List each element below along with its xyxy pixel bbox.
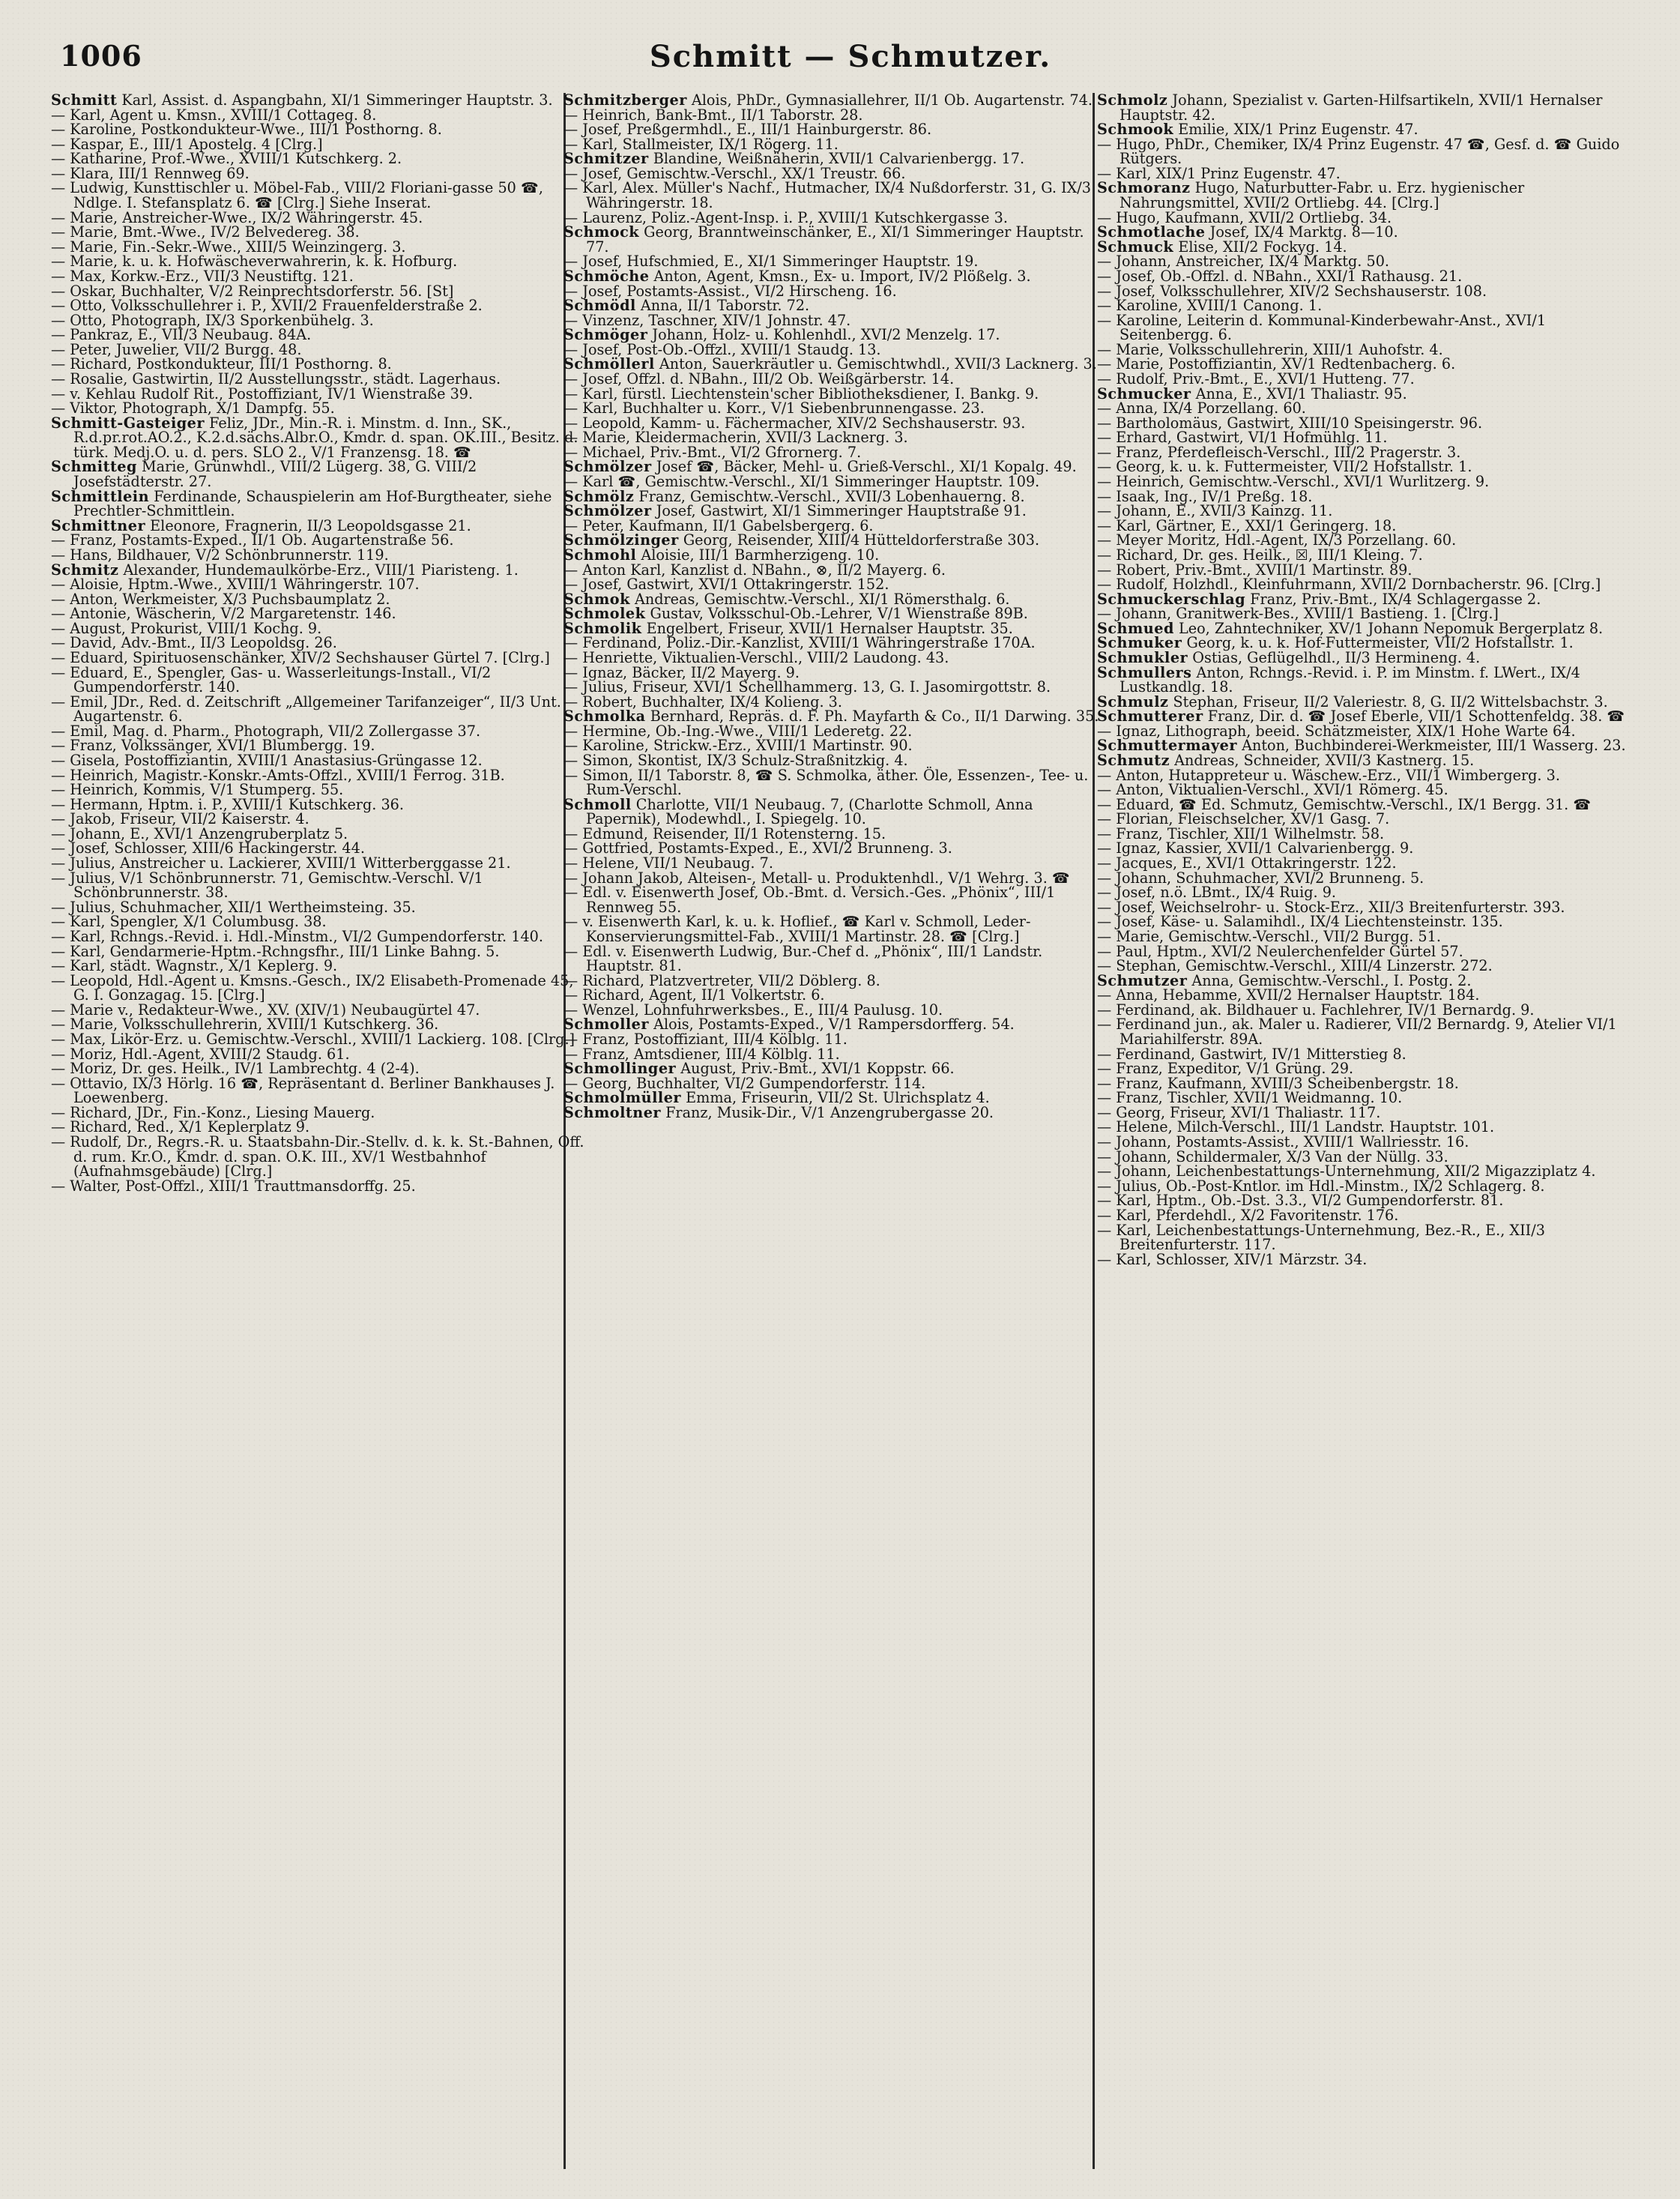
- entry-text: — Jakob, Friseur, VII/2 Kaiserstr. 4.: [51, 810, 309, 828]
- entry-text: — Karoline, Strickw.-Erz., XVIII/1 Martinstr. 90.: [563, 737, 913, 755]
- entry-text: Bernhard, Repräs. d. F. Ph. Mayfarth & Co., II/1 Darwing. 35.: [645, 708, 1099, 726]
- entry-text: — Ferdinand, Poliz.-Dir.-Kanzlist, XVIII/1 Währingerstraße 170A.: [563, 634, 1036, 652]
- entry-text: — Emil, Mag. d. Pharm., Photograph, VII/2 Zollergasse 37.: [51, 722, 481, 740]
- directory-entry: [51, 871, 587, 900]
- entry-text: — Karl, XIX/1 Prinz Eugenstr. 47.: [1097, 164, 1341, 182]
- entry-text: — Johann, Anstreicher, IX/4 Marktg. 50.: [1097, 253, 1389, 271]
- entry-text: — Robert, Priv.-Bmt., XVIII/1 Martinstr. 89.: [1097, 561, 1412, 579]
- entry-text: Georg, Reisender, XIII/4 Hütteldorferstraße 303.: [678, 531, 1040, 549]
- entry-surname: Schmuckerschlag: [1097, 590, 1246, 608]
- entry-text: — Karl, Hptm., Ob.-Dst. 3.3., VI/2 Gumpendorferstr. 81.: [1097, 1192, 1504, 1210]
- entry-text: — Rosalie, Gastwirtin, II/2 Ausstellungsstr., städt. Lagerhaus.: [51, 369, 501, 387]
- entry-text: — Anton, Viktualien-Verschl., XVI/1 Römerg. 45.: [1097, 781, 1448, 799]
- entry-text: Blandine, Weißnäherin, XVII/1 Calvarienbergg. 17.: [648, 150, 1025, 168]
- entry-text: — Peter, Kaufmann, II/1 Gabelsbergerg. 6.: [563, 516, 874, 534]
- entry-text: Josef, IX/4 Marktg. 8—10.: [1205, 223, 1398, 241]
- entry-text: — Max, Likör-Erz. u. Gemischtw.-Verschl., XVIII/1 Lackierg. 108. [Clrg.]: [51, 1031, 575, 1048]
- entry-text: — Edmund, Reisender, II/1 Rotensterng. 15.: [563, 824, 886, 842]
- entry-text: — Karl, Buchhalter u. Korr., V/1 Siebenbrunnengasse. 23.: [563, 399, 985, 417]
- entry-text: — Franz, Volkssänger, XVI/1 Blumbergg. 19.: [51, 737, 375, 755]
- entry-text: Franz, Gemischtw.-Verschl., XVII/3 Lobenhauerng. 8.: [634, 487, 1025, 505]
- entry-text: — Marie, Anstreicher-Wwe., IX/2 Währingerstr. 45.: [51, 208, 423, 226]
- entry-text: — Heinrich, Kommis, V/1 Stumperg. 55.: [51, 781, 344, 799]
- entry-surname: Schmölzer: [563, 458, 652, 476]
- running-title: Schmitt — Schmutzer.: [649, 39, 1052, 74]
- entry-text: — Hermann, Hptm. i. P., XVIII/1 Kutschkerg. 36.: [51, 795, 404, 813]
- entry-text: — Karl, Pferdehdl., X/2 Favoritenstr. 176.: [1097, 1206, 1399, 1224]
- entry-surname: Schmitteg: [51, 458, 137, 476]
- entry-text: Ostias, Geflügelhdl., II/3 Hermineng. 4.: [1188, 648, 1481, 666]
- entry-text: — Karl, Schlosser, XIV/1 Märzstr. 34.: [1097, 1250, 1368, 1268]
- entry-surname: Schmöger: [563, 326, 648, 344]
- entry-text: — Karoline, XVIII/1 Canong. 1.: [1097, 297, 1323, 315]
- entry-surname: Schmödl: [563, 297, 636, 315]
- page-header: [45, 39, 1656, 91]
- directory-entry: [563, 768, 1099, 797]
- entry-text: — Katharine, Prof.-Wwe., XVIII/1 Kutschkerg. 2.: [51, 150, 402, 168]
- entry-text: — v. Kehlau Rudolf Rit., Postoffiziant, IV/1 Wienstraße 39.: [51, 384, 474, 402]
- directory-column-3: [1097, 93, 1633, 2177]
- entry-text: Gustav, Volksschul-Ob.-Lehrer, V/1 Wienstraße 89B.: [645, 605, 1028, 623]
- directory-entry: [1097, 93, 1633, 122]
- entry-text: — Georg, Friseur, XVI/1 Thaliastr. 117.: [1097, 1103, 1381, 1121]
- entry-text: — Karl ☎, Gemischtw.-Verschl., XI/1 Simmeringer Hauptstr. 109.: [563, 473, 1040, 491]
- entry-text: — Otto, Volksschullehrer i. P., XVII/2 Frauenfelderstraße 2.: [51, 297, 483, 315]
- entry-text: — Richard, Postkondukteur, III/1 Posthorng. 8.: [51, 355, 392, 373]
- entry-text: — Kaspar, E., III/1 Apostelg. 4 [Clrg.]: [51, 135, 323, 153]
- entry-text: Anton, Rchngs.-Revid. i. P. im Minstm. f. LWert., IX/4 Lustkandlg. 18.: [1120, 663, 1580, 696]
- entry-text: — Peter, Juwelier, VII/2 Burgg. 48.: [51, 340, 302, 358]
- entry-surname: Schmitzer: [563, 150, 649, 168]
- entry-text: — Jacques, E., XVI/1 Ottakringerstr. 122.: [1097, 854, 1397, 872]
- entry-text: — Richard, Agent, II/1 Volkertstr. 6.: [563, 986, 825, 1004]
- entry-text: — Pankraz, E., VII/3 Neubaug. 84A.: [51, 326, 312, 344]
- entry-surname: Schmolik: [563, 619, 642, 637]
- entry-surname: Schmued: [1097, 619, 1174, 637]
- entry-surname: Schmollinger: [563, 1060, 677, 1078]
- entry-text: — Anna, Hebamme, XVII/2 Hernalser Hauptstr. 184.: [1097, 986, 1480, 1004]
- entry-text: — Marie, Kleidermacherin, XVII/3 Lacknerg. 3.: [563, 429, 908, 447]
- directory-entry: [1097, 1223, 1633, 1252]
- entry-text: — Marie v., Redakteur-Wwe., XV. (XIV/1) Neubaugürtel 47.: [51, 1001, 480, 1019]
- entry-text: Engelbert, Friseur, XVII/1 Hernalser Hauptstr. 35.: [641, 619, 1013, 637]
- directory-entry: [563, 944, 1099, 974]
- entry-text: — Johann, Granitwerk-Bes., XVIII/1 Bastieng. 1. [Clrg.]: [1097, 605, 1499, 623]
- entry-text: — Franz, Postoffiziant, III/4 Kölblg. 11.: [563, 1031, 847, 1048]
- entry-text: — Franz, Expeditor, V/1 Grüng. 29.: [1097, 1060, 1354, 1078]
- entry-text: — Julius, Ob.-Post-Kntlor. im Hdl.-Minstm., IX/2 Schlagerg. 8.: [1097, 1177, 1545, 1195]
- entry-text: — Meyer Moritz, Hdl.-Agent, IX/3 Porzellang. 60.: [1097, 531, 1457, 549]
- entry-text: — Emil, JDr., Red. d. Zeitschrift „Allgemeiner Tarifanzeiger“, II/3 Unt. Augartenstr. 6.: [51, 693, 561, 726]
- entry-text: — Franz, Pferdefleisch-Verschl., III/2 Pragerstr. 3.: [1097, 443, 1461, 461]
- entry-surname: Schmoller: [563, 1016, 649, 1034]
- entry-text: — Josef, Post-Ob.-Offzl., XVIII/1 Staudg. 13.: [563, 340, 881, 358]
- entry-surname: Schmoranz: [1097, 179, 1191, 197]
- entry-text: — Viktor, Photograph, X/1 Dampfg. 55.: [51, 399, 335, 417]
- entry-text: — Ignaz, Kassier, XVII/1 Calvarienbergg. 9.: [1097, 839, 1414, 857]
- entry-text: — Anton Karl, Kanzlist d. NBahn., ⊗, II/2 Mayerg. 6.: [563, 561, 946, 579]
- entry-text: — Wenzel, Lohnfuhrwerksbes., E., III/4 Paulusg. 10.: [563, 1001, 943, 1019]
- entry-text: — Marie, k. u. k. Hofwäscheverwahrerin, k. k. Hofburg.: [51, 253, 458, 271]
- entry-text: Alexander, Hundemaulkörbe-Erz., VIII/1 Piaristeng. 1.: [118, 561, 519, 579]
- directory-entry: [51, 695, 587, 724]
- entry-surname: Schmutz: [1097, 752, 1170, 770]
- entry-text: Andreas, Gemischtw.-Verschl., XI/1 Römersthalg. 6.: [629, 590, 1010, 608]
- entry-text: — Josef, Käse- u. Salamihdl., IX/4 Liechtensteinstr. 135.: [1097, 913, 1503, 931]
- directory-entry: [51, 489, 587, 519]
- entry-text: Karl, Assist. d. Aspangbahn, XI/1 Simmeringer Hauptstr. 3.: [117, 93, 553, 109]
- entry-surname: Schmölz: [563, 487, 635, 505]
- entry-text: — Heinrich, Magistr.-Konskr.-Amts-Offzl., XVIII/1 Ferrog. 31B.: [51, 766, 505, 784]
- entry-text: Charlotte, VII/1 Neubaug. 7, (Charlotte Schmoll, Anna Papernik), Modewhdl., I. Spiegelg. 10.: [586, 795, 1033, 828]
- entry-text: — Ottavio, IX/3 Hörlg. 16 ☎, Repräsentant d. Berliner Bankhauses J. Loewenberg.: [51, 1074, 555, 1107]
- entry-text: Aloisie, III/1 Barmherzigeng. 10.: [636, 546, 880, 564]
- entry-text: — Julius, V/1 Schönbrunnerstr. 71, Gemischtw.-Verschl. V/1 Schönbrunnerstr. 38.: [51, 869, 483, 902]
- entry-text: — Franz, Postamts-Exped., II/1 Ob. Augartenstraße 56.: [51, 531, 454, 549]
- entry-text: — Ferdinand jun., ak. Maler u. Radierer, VII/2 Bernardg. 9, Atelier VI/1 Mariahilferstr. 89A.: [1097, 1016, 1617, 1048]
- entry-text: — Josef, n.ö. LBmt., IX/4 Ruig. 9.: [1097, 884, 1337, 902]
- entry-text: — Florian, Fleischselcher, XV/1 Gasg. 7.: [1097, 810, 1390, 828]
- entry-text: Anna, Gemischtw.-Verschl., I. Postg. 2.: [1187, 971, 1472, 989]
- entry-text: — Franz, Kaufmann, XVIII/3 Scheibenbergstr. 18.: [1097, 1074, 1459, 1092]
- entry-text: — Julius, Anstreicher u. Lackierer, XVIII/1 Witterberggasse 21.: [51, 854, 511, 872]
- entry-text: — Ferdinand, Gastwirt, IV/1 Mitterstieg 8.: [1097, 1045, 1406, 1063]
- entry-text: Anna, E., XVI/1 Thaliastr. 95.: [1191, 384, 1407, 402]
- entry-text: — Simon, II/1 Taborstr. 8, ☎ S. Schmolka, äther. Öle, Essenzen-, Tee- u. Rum-Verschl.: [563, 766, 1089, 799]
- entry-text: — Hugo, Kaufmann, XVII/2 Ortliebg. 34.: [1097, 208, 1392, 226]
- entry-text: — Ignaz, Bäcker, II/2 Mayerg. 9.: [563, 663, 800, 681]
- entry-surname: Schmuttermayer: [1097, 737, 1237, 755]
- entry-surname: Schmitz: [51, 561, 119, 579]
- entry-text: — Moriz, Hdl.-Agent, XVIII/2 Staudg. 61.: [51, 1045, 350, 1063]
- entry-text: — Karl, Spengler, X/1 Columbusg. 38.: [51, 913, 327, 931]
- entry-text: — Leopold, Kamm- u. Fächermacher, XIV/2 Sechshauserstr. 93.: [563, 414, 1026, 432]
- entry-text: — Rudolf, Dr., Regrs.-R. u. Staatsbahn-Dir.-Stellv. d. k. k. St.-Bahnen, Off. d. rum. Kr.O., Kmdr. d. span. O.K. III., XV/1 Westbahnhof (Aufnahmsgebäude) [Clrg.]: [51, 1133, 584, 1180]
- entry-text: — Karl, fürstl. Liechtenstein'scher Bibliotheksdiener, I. Bankg. 9.: [563, 384, 1039, 402]
- directory-entry: [563, 914, 1099, 944]
- directory-entry: [563, 885, 1099, 914]
- entry-text: Anton, Agent, Kmsn., Ex- u. Import, IV/2 Plößelg. 3.: [649, 267, 1031, 285]
- entry-surname: Schmittner: [51, 516, 146, 534]
- entry-text: Georg, Branntweinschänker, E., XI/1 Simmeringer Hauptstr. 77.: [586, 223, 1084, 256]
- entry-text: — Bartholomäus, Gastwirt, XIII/10 Speisingerstr. 96.: [1097, 414, 1483, 432]
- entry-surname: Schmukler: [1097, 648, 1188, 666]
- directory-entry: [1097, 1252, 1633, 1267]
- directory-column-1: [51, 93, 587, 2177]
- directory-column-2: [563, 93, 1099, 2177]
- entry-surname: Schmöllerl: [563, 355, 655, 373]
- entry-text: — Heinrich, Bank-Bmt., II/1 Taborstr. 28.: [563, 106, 863, 124]
- entry-text: — Josef, Weichselrohr- u. Stock-Erz., XII/3 Breitenfurterstr. 393.: [1097, 898, 1565, 916]
- entry-text: — Rudolf, Holzhdl., Kleinfuhrmann, XVII/2 Dornbacherstr. 96. [Clrg.]: [1097, 576, 1601, 594]
- entry-text: — Richard, Platzvertreter, VII/2 Döblerg. 8.: [563, 971, 880, 989]
- entry-text: Anton, Buchbinderei-Werkmeister, III/1 Wasserg. 23.: [1237, 737, 1626, 755]
- entry-surname: Schmock: [563, 223, 640, 241]
- directory-entry: [51, 1179, 587, 1194]
- entry-text: Johann, Holz- u. Kohlenhdl., XVI/2 Menzelg. 17.: [647, 326, 1000, 344]
- entry-text: Emma, Friseurin, VII/2 St. Ulrichsplatz 4.: [681, 1089, 990, 1107]
- directory-entry: [1097, 137, 1633, 166]
- page-number: 1006: [60, 39, 142, 73]
- entry-text: — Johann, Leichenbestattungs-Unternehmung, XII/2 Migazziplatz 4.: [1097, 1162, 1596, 1180]
- entry-text: — v. Eisenwerth Karl, k. u. k. Hoflief., ☎ Karl v. Schmoll, Leder-Konservierungsmittel-Fab., XVIII/1 Martinstr. 28. ☎ [Clrg.]: [563, 913, 1031, 945]
- entry-text: — Edl. v. Eisenwerth Josef, Ob.-Bmt. d. Versich.-Ges. „Phönix“, III/1 Rennweg 55.: [563, 884, 1056, 916]
- entry-text: — Aloisie, Hptm.-Wwe., XVIII/1 Währingerstr. 107.: [51, 576, 420, 594]
- entry-text: — Karoline, Leiterin d. Kommunal-Kinderbewahr-Anst., XVI/1 Seitenbergg. 6.: [1097, 311, 1547, 344]
- entry-surname: Schmotlache: [1097, 223, 1206, 241]
- entry-text: — Julius, Friseur, XVI/1 Schellhammerg. 13, G. I. Jasomirgottstr. 8.: [563, 678, 1051, 696]
- entry-text: Hugo, Naturbutter-Fabr. u. Erz. hygienischer Nahrungsmittel, XVII/2 Ortliebg. 44. [Clrg.]: [1120, 179, 1525, 212]
- entry-surname: Schmölzinger: [563, 531, 679, 549]
- entry-text: — Karl, Stallmeister, IX/1 Rögerg. 11.: [563, 135, 839, 153]
- entry-text: — Rudolf, Priv.-Bmt., E., XVI/1 Hutteng. 77.: [1097, 369, 1415, 387]
- entry-text: — Karoline, Postkondukteur-Wwe., III/1 Posthorng. 8.: [51, 121, 442, 139]
- directory-entry: [51, 459, 587, 489]
- entry-surname: Schmolz: [1097, 93, 1168, 109]
- entry-text: — Isaak, Ing., IV/1 Preßg. 18.: [1097, 487, 1313, 505]
- entry-text: — Erhard, Gastwirt, VI/1 Hofmühlg. 11.: [1097, 429, 1388, 447]
- entry-text: — Johann, E., XVII/3 Kainzg. 11.: [1097, 502, 1333, 520]
- entry-text: Leo, Zahntechniker, XV/1 Johann Nepomuk Bergerplatz 8.: [1173, 619, 1604, 637]
- directory-entry: [1097, 1017, 1633, 1046]
- entry-text: — Hans, Bildhauer, V/2 Schönbrunnerstr. 119.: [51, 546, 389, 564]
- entry-text: — Johann, Schildermaler, X/3 Van der Nüllg. 33.: [1097, 1147, 1448, 1165]
- directory-entry: [51, 971, 587, 1004]
- entry-text: — Johann, Postamts-Assist., XVIII/1 Wallriesstr. 16.: [1097, 1133, 1469, 1151]
- entry-text: Johann, Spezialist v. Garten-Hilfsartikeln, XVII/1 Hernalser Hauptstr. 42.: [1120, 93, 1603, 124]
- entry-text: — Hugo, PhDr., Chemiker, IX/4 Prinz Eugenstr. 47 ☎, Gesf. d. ☎ Guido Rütgers.: [1097, 135, 1620, 168]
- entry-text: — Josef, Schlosser, XIII/6 Hackingerstr. 44.: [51, 839, 365, 857]
- entry-text: — Marie, Fin.-Sekr.-Wwe., XIII/5 Weinzingerg. 3.: [51, 238, 406, 256]
- entry-text: — Vinzenz, Taschner, XIV/1 Johnstr. 47.: [563, 311, 851, 329]
- entry-text: — August, Prokurist, VIII/1 Kochg. 9.: [51, 619, 322, 637]
- entry-text: Franz, Dir. d. ☎ Josef Eberle, VII/1 Schottenfeldg. 38. ☎: [1203, 708, 1625, 726]
- entry-surname: Schmitt-Gasteiger: [51, 414, 205, 432]
- entry-text: — Hermine, Ob.-Ing.-Wwe., VIII/1 Lederetg. 22.: [563, 722, 913, 740]
- entry-surname: Schmulz: [1097, 693, 1169, 711]
- entry-surname: Schmolka: [563, 708, 646, 726]
- directory-entry: [563, 797, 1099, 827]
- directory-entry: [51, 1135, 587, 1179]
- directory-entry: [51, 663, 587, 696]
- entry-text: Georg, k. u. k. Hof-Futtermeister, VII/2 Hofstallstr. 1.: [1182, 634, 1574, 652]
- entry-text: — Helene, Milch-Verschl., III/1 Landstr. Hauptstr. 101.: [1097, 1118, 1495, 1136]
- entry-text: — Edl. v. Eisenwerth Ludwig, Bur.-Chef d. „Phönix“, III/1 Landstr. Hauptstr. 81.: [563, 942, 1043, 975]
- entry-text: Franz, Priv.-Bmt., IX/4 Schlagergasse 2.: [1245, 590, 1541, 608]
- entry-text: Alois, PhDr., Gymnasiallehrer, II/1 Ob. Augartenstr. 74.: [686, 93, 1093, 109]
- entry-text: Anna, II/1 Taborstr. 72.: [635, 297, 810, 315]
- entry-text: Alois, Postamts-Exped., V/1 Rampersdorfferg. 54.: [649, 1016, 1015, 1034]
- entry-text: — Eduard, ☎ Ed. Schmutz, Gemischtw.-Verschl., IX/1 Bergg. 31. ☎: [1097, 795, 1592, 813]
- entry-surname: Schmucker: [1097, 384, 1191, 402]
- entry-text: Franz, Musik-Dir., V/1 Anzengrubergasse 20.: [661, 1103, 994, 1121]
- entry-text: — Josef, Ob.-Offzl. d. NBahn., XXI/1 Rathausg. 21.: [1097, 267, 1463, 285]
- entry-text: — Robert, Buchhalter, IX/4 Kolieng. 3.: [563, 693, 842, 711]
- entry-surname: Schmolek: [563, 605, 646, 623]
- entry-text: — Heinrich, Gemischtw.-Verschl., XVI/1 Wurlitzerg. 9.: [1097, 473, 1490, 491]
- entry-text: — Ludwig, Kunsttischler u. Möbel-Fab., VIII/2 Floriani-gasse 50 ☎, Ndlge. I. Stefansplatz 6. ☎ [Clrg.] Siehe Inserat.: [51, 179, 543, 212]
- entry-text: — Antonie, Wäscherin, V/2 Margaretenstr. 146.: [51, 605, 396, 623]
- entry-text: — Karl, Alex. Müller's Nachf., Hutmacher, IX/4 Nußdorferstr. 31, G. IX/3 Währingerstr. 18.: [563, 179, 1091, 212]
- entry-text: — Marie, Volksschullehrerin, XVIII/1 Kutschkerg. 36.: [51, 1016, 439, 1034]
- entry-text: August, Priv.-Bmt., XVI/1 Koppstr. 66.: [676, 1060, 955, 1078]
- entry-text: — Karl, Agent u. Kmsn., XVIII/1 Cottageg. 8.: [51, 106, 377, 124]
- entry-text: — Otto, Photograph, IX/3 Sporkenbühelg. 3.: [51, 311, 374, 329]
- entry-surname: Schmok: [563, 590, 630, 608]
- directory-entry: [1097, 663, 1633, 696]
- entry-text: — Josef, Hufschmied, E., XI/1 Simmeringer Hauptstr. 19.: [563, 253, 979, 271]
- entry-text: — Henriette, Viktualien-Verschl., VIII/2 Laudong. 43.: [563, 648, 949, 666]
- entry-text: — Gisela, Postoffiziantin, XVIII/1 Anastasius-Grüngasse 12.: [51, 752, 483, 770]
- entry-text: Stephan, Friseur, II/2 Valeriestr. 8, G. II/2 Wittelsbachstr. 3.: [1168, 693, 1608, 711]
- entry-text: — Laurenz, Poliz.-Agent-Insp. i. P., XVIII/1 Kutschkergasse 3.: [563, 208, 1008, 226]
- directory-entry: [563, 225, 1099, 254]
- entry-text: — Marie, Gemischtw.-Verschl., VII/2 Burgg. 51.: [1097, 927, 1441, 945]
- entry-text: — Franz, Amtsdiener, III/4 Kölblg. 11.: [563, 1045, 840, 1063]
- entry-text: — Richard, JDr., Fin.-Konz., Liesing Mauerg.: [51, 1103, 375, 1121]
- entry-text: — Georg, Buchhalter, VI/2 Gumpendorferstr. 114.: [563, 1074, 926, 1092]
- entry-text: — Josef, Offzl. d. NBahn., III/2 Ob. Weißgärberstr. 14.: [563, 369, 955, 387]
- directory-entry: [51, 181, 587, 210]
- entry-surname: Schmuck: [1097, 238, 1174, 256]
- entry-text: — Julius, Schuhmacher, XII/1 Wertheimsteing. 35.: [51, 898, 416, 916]
- entry-text: — Moriz, Dr. ges. Heilk., IV/1 Lambrechtg. 4 (2-4).: [51, 1060, 420, 1078]
- entry-text: — Stephan, Gemischtw.-Verschl., XIII/4 Linzerstr. 272.: [1097, 957, 1493, 975]
- directory-entry: [563, 1105, 1099, 1120]
- entry-text: Feliz, JDr., Min.-R. i. Minstm. d. Inn., SK., R.d.pr.rot.AO.2., K.2.d.sächs.Albr.O., Kmdr. d. span. OK.III., Besitz. d. türk. Medj.O. u. d. pers. SLO 2., V/1 Franzensg. 18. ☎: [73, 414, 578, 461]
- entry-text: — Johann, E., XVI/1 Anzengruberplatz 5.: [51, 824, 348, 842]
- entry-surname: Schmittlein: [51, 487, 150, 505]
- entry-text: — Josef, Volksschullehrer, XIV/2 Sechshauserstr. 108.: [1097, 282, 1487, 300]
- entry-text: — Josef, Preßgermhdl., E., III/1 Hainburgerstr. 86.: [563, 121, 932, 139]
- entry-text: — Walter, Post-Offzl., XIII/1 Trauttmansdorffg. 25.: [51, 1177, 416, 1195]
- entry-text: — Karl, Rchngs.-Revid. i. Hdl.-Minstm., VI/2 Gumpendorferstr. 140.: [51, 927, 543, 945]
- entry-text: — Eduard, Spirituosenschänker, XIV/2 Sechshauser Gürtel 7. [Clrg.]: [51, 648, 550, 666]
- entry-text: — Anton, Hutappreteur u. Wäschew.-Erz., VII/1 Wimbergerg. 3.: [1097, 766, 1560, 784]
- entry-text: Eleonore, Fragnerin, II/3 Leopoldsgasse 21.: [145, 516, 471, 534]
- entry-text: — Simon, Skontist, IX/3 Schulz-Straßnitzkig. 4.: [563, 752, 908, 770]
- directory-entry: [1097, 313, 1633, 343]
- entry-surname: Schmitt: [51, 93, 118, 109]
- entry-text: — Josef, Postamts-Assist., VI/2 Hirscheng. 16.: [563, 282, 897, 300]
- entry-text: Josef ☎, Bäcker, Mehl- u. Grieß-Verschl., XI/1 Kopalg. 49.: [651, 458, 1077, 476]
- entry-text: Emilie, XIX/1 Prinz Eugenstr. 47.: [1173, 121, 1418, 139]
- entry-text: — Max, Korkw.-Erz., VII/3 Neustiftg. 121.: [51, 267, 354, 285]
- entry-text: — Karl, Leichenbestattungs-Unternehmung, Bez.-R., E., XII/3 Breitenfurterstr. 117.: [1097, 1221, 1545, 1254]
- entry-text: — Marie, Bmt.-Wwe., IV/2 Belvedereg. 38.: [51, 223, 360, 241]
- directory-entry: [51, 1076, 587, 1105]
- entry-surname: Schmöche: [563, 267, 650, 285]
- entry-text: — Oskar, Buchhalter, V/2 Reinprechtsdorferstr. 56. [St]: [51, 282, 454, 300]
- entry-text: — Klara, III/1 Rennweg 69.: [51, 164, 250, 182]
- entry-text: Anton, Sauerkräutler u. Gemischtwhdl., XVII/3 Lacknerg. 3.: [654, 355, 1097, 373]
- entry-text: Josef, Gastwirt, XI/1 Simmeringer Hauptstraße 91.: [651, 502, 1027, 520]
- entry-text: — Ignaz, Lithograph, beeid. Schätzmeister, XIX/1 Hohe Warte 64.: [1097, 722, 1576, 740]
- entry-text: — Franz, Tischler, XII/1 Wilhelmstr. 58.: [1097, 824, 1385, 842]
- entry-surname: Schmutterer: [1097, 708, 1203, 726]
- entry-text: — Richard, Red., X/1 Keplerplatz 9.: [51, 1118, 310, 1136]
- directory-entry: [51, 416, 587, 460]
- entry-surname: Schmuker: [1097, 634, 1182, 652]
- entry-text: — Anton, Werkmeister, X/3 Puchsbaumplatz 2.: [51, 590, 390, 608]
- entry-text: — Helene, VII/1 Neubaug. 7.: [563, 854, 773, 872]
- entry-surname: Schmohl: [563, 546, 637, 564]
- entry-text: — David, Adv.-Bmt., II/3 Leopoldsg. 26.: [51, 634, 337, 652]
- entry-surname: Schmölzer: [563, 502, 652, 520]
- entry-text: — Johann Jakob, Alteisen-, Metall- u. Produktenhdl., V/1 Wehrg. 3. ☎: [563, 869, 1070, 887]
- entry-text: — Karl, städt. Wagnstr., X/1 Keplerg. 9.: [51, 957, 338, 975]
- directory-entry: [1097, 181, 1633, 210]
- entry-text: — Richard, Dr. ges. Heilk., ☒, III/1 Kleing. 7.: [1097, 546, 1423, 564]
- entry-surname: Schmullers: [1097, 663, 1192, 681]
- entry-text: — Karl, Gärtner, E., XXI/1 Geringerg. 18.: [1097, 516, 1397, 534]
- entry-text: — Karl, Gendarmerie-Hptm.-Rchngsfhr., III/1 Linke Bahng. 5.: [51, 942, 500, 960]
- entry-surname: Schmitzberger: [563, 93, 687, 109]
- entry-text: — Johann, Schuhmacher, XVI/2 Brunneng. 5.: [1097, 869, 1424, 887]
- entry-text: — Marie, Postoffiziantin, XV/1 Redtenbacherg. 6.: [1097, 355, 1456, 373]
- entry-text: — Ferdinand, ak. Bildhauer u. Fachlehrer, IV/1 Bernardg. 9.: [1097, 1001, 1535, 1019]
- entry-text: — Leopold, Hdl.-Agent u. Kmsns.-Gesch., IX/2 Elisabeth-Promenade 45, G. I. Gonzagag. 15. [Clrg.]: [51, 971, 574, 1004]
- entry-surname: Schmoltner: [563, 1103, 662, 1121]
- directory-entry: [563, 181, 1099, 210]
- entry-text: Ferdinande, Schauspielerin am Hof-Burgtheater, siehe Prechtler-Schmittlein.: [73, 487, 552, 520]
- entry-surname: Schmoll: [563, 795, 632, 813]
- entry-text: — Michael, Priv.-Bmt., VI/2 Gfrornerg. 7.: [563, 443, 862, 461]
- entry-text: — Josef, Gastwirt, XVI/1 Ottakringerstr. 152.: [563, 576, 889, 594]
- entry-surname: Schmutzer: [1097, 971, 1188, 989]
- entry-text: — Anna, IX/4 Porzellang. 60.: [1097, 399, 1306, 417]
- entry-text: — Franz, Tischler, XVII/1 Weidmanng. 10.: [1097, 1089, 1403, 1107]
- entry-text: Andreas, Schneider, XVII/3 Kastnerg. 15.: [1170, 752, 1475, 770]
- entry-text: — Paul, Hptm., XVI/2 Neulerchenfelder Gürtel 57.: [1097, 942, 1463, 960]
- entry-text: Marie, Grünwhdl., VIII/2 Lügerg. 38, G. VIII/2 Josefstädterstr. 27.: [73, 458, 477, 491]
- entry-text: — Georg, k. u. k. Futtermeister, VII/2 Hofstallstr. 1.: [1097, 458, 1472, 476]
- entry-text: — Gottfried, Postamts-Exped., E., XVI/2 Brunneng. 3.: [563, 839, 952, 857]
- entry-surname: Schmolmüller: [563, 1089, 682, 1107]
- entry-text: — Marie, Volksschullehrerin, XIII/1 Auhofstr. 4.: [1097, 340, 1443, 358]
- entry-text: — Eduard, E., Spengler, Gas- u. Wasserleitungs-Install., VI/2 Gumpendorferstr. 140.: [51, 663, 492, 696]
- entry-text: — Josef, Gemischtw.-Verschl., XX/1 Treustr. 66.: [563, 164, 906, 182]
- entry-text: Elise, XII/2 Fockyg. 14.: [1173, 238, 1347, 256]
- entry-surname: Schmook: [1097, 121, 1174, 139]
